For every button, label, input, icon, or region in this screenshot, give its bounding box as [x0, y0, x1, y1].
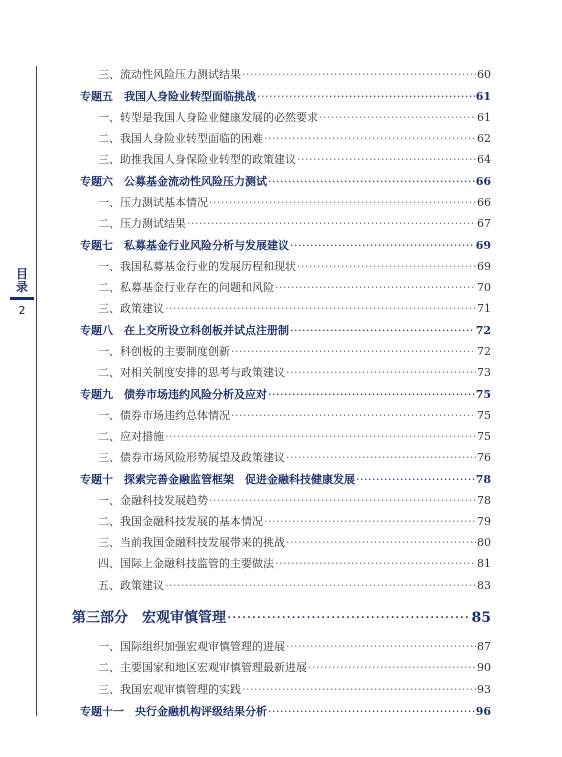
toc-entry-page: 96: [475, 705, 491, 718]
toc-entry-sub[interactable]: [98, 428, 491, 444]
toc-entry-title: 二、我国人身险业转型面临的困难: [98, 132, 263, 145]
dot-leader: [286, 366, 476, 379]
toc-entry-sub[interactable]: [98, 364, 491, 380]
dot-leader: [308, 661, 476, 674]
toc-entry-sub[interactable]: [98, 449, 491, 465]
dot-leader: [286, 536, 476, 549]
toc-entry-sub[interactable]: [98, 681, 491, 697]
toc-entry-sub[interactable]: [98, 555, 491, 571]
toc-entry-page: 72: [475, 324, 491, 337]
toc-entry-title: 三、流动性风险压力测试结果: [98, 68, 241, 81]
toc-entry-page: 79: [477, 515, 491, 528]
toc-entry-sub[interactable]: [98, 109, 491, 125]
toc-entry-page: 78: [475, 473, 491, 486]
toc-entry-sub[interactable]: [98, 659, 491, 675]
dot-leader: [242, 683, 476, 696]
side-tab: [10, 268, 34, 317]
toc-entry-sub[interactable]: [98, 279, 491, 295]
toc-entry-topic[interactable]: [80, 703, 491, 719]
toc-entry-topic[interactable]: [80, 322, 491, 338]
toc-entry-page: 83: [477, 579, 491, 592]
toc-entry-topic[interactable]: [80, 173, 491, 189]
toc-entry-sub[interactable]: [98, 300, 491, 316]
toc-entry-title: 专题七 私募基金行业风险分析与发展建议: [80, 239, 289, 252]
toc-entry-page: 71: [477, 302, 491, 315]
toc-entry-page: 90: [477, 661, 491, 674]
toc-entry-title: 一、国际组织加强宏观审慎管理的进展: [98, 640, 285, 653]
toc-entry-sub[interactable]: [98, 215, 491, 231]
toc-entry-page: 80: [477, 536, 491, 549]
toc-entry-title: 三、债券市场风险形势展望及政策建议: [98, 451, 285, 464]
dot-leader: [209, 196, 476, 209]
dot-leader: [187, 217, 476, 230]
toc-entry-title: 二、我国金融科技发展的基本情况: [98, 515, 263, 528]
toc-entry-page: 60: [477, 68, 491, 81]
toc-entry-title: 二、压力测试结果: [98, 217, 186, 230]
dot-leader: [268, 175, 475, 188]
toc-entry-topic[interactable]: [80, 386, 491, 402]
toc-entry-page: 75: [477, 409, 491, 422]
side-title-lu: 录: [15, 280, 28, 294]
dot-leader: [297, 153, 476, 166]
toc-entry-topic[interactable]: [80, 88, 491, 104]
toc-entry-page: 81: [477, 557, 491, 570]
toc-entry-page: 69: [475, 239, 491, 252]
dot-leader: [231, 409, 476, 422]
dot-leader: [209, 494, 476, 507]
toc-entry-page: 73: [477, 366, 491, 379]
toc-entry-title: 专题六 公募基金流动性风险压力测试: [80, 175, 267, 188]
toc-entry-title: 二、主要国家和地区宏观审慎管理最新进展: [98, 661, 307, 674]
dot-leader: [257, 90, 475, 103]
toc-entry-sub[interactable]: [98, 534, 491, 550]
toc-entry-title: 三、我国宏观审慎管理的实践: [98, 683, 241, 696]
toc-entry-title: 专题十 探索完善金融监管框架 促进金融科技健康发展: [80, 473, 355, 486]
toc-entry-page: 70: [477, 281, 491, 294]
toc-entry-title: 五、政策建议: [98, 579, 164, 592]
toc-entry-title: 一、债券市场违约总体情况: [98, 409, 230, 422]
toc-entry-page: 76: [477, 451, 491, 464]
toc-entry-page: 75: [477, 430, 491, 443]
toc-entry-page: 72: [477, 345, 491, 358]
dot-leader: [275, 281, 476, 294]
toc-entry-sub[interactable]: [98, 638, 491, 654]
toc-entry-title: 二、应对措施: [98, 430, 164, 443]
toc-entry-sub[interactable]: [98, 194, 491, 210]
toc-entry-title: 二、对相关制度安排的思考与政策建议: [98, 366, 285, 379]
margin-rule: [36, 66, 37, 716]
toc-entry-sub[interactable]: [98, 151, 491, 167]
toc-entry-sub[interactable]: [98, 513, 491, 529]
dot-leader: [356, 473, 475, 486]
toc-entry-sub[interactable]: [98, 66, 491, 82]
toc-entry-title: 一、金融科技发展趋势: [98, 494, 208, 507]
dot-leader: [286, 451, 476, 464]
toc-entry-title: 专题十一 央行金融机构评级结果分析: [80, 705, 267, 718]
toc-entry-sub[interactable]: [98, 577, 491, 593]
dot-leader: [297, 260, 476, 273]
dot-leader: [227, 610, 471, 626]
toc-entry-page: 61: [475, 90, 491, 103]
toc-entry-page: 66: [475, 175, 491, 188]
toc-entry-page: 61: [477, 111, 491, 124]
toc-entry-title: 三、当前我国金融科技发展带来的挑战: [98, 536, 285, 549]
dot-leader: [231, 345, 476, 358]
toc-entry-page: 75: [475, 388, 491, 401]
toc-entry-page: 64: [477, 153, 491, 166]
dot-leader: [242, 68, 476, 81]
page-number: 2: [18, 304, 26, 317]
toc-entry-page: 67: [477, 217, 491, 230]
toc-entry-topic[interactable]: [80, 471, 491, 487]
dot-leader: [165, 302, 476, 315]
side-title-mu: 目: [15, 267, 28, 281]
dot-leader: [268, 705, 475, 718]
dot-leader: [290, 239, 475, 252]
dot-leader: [268, 388, 475, 401]
toc-entry-page: 78: [477, 494, 491, 507]
toc-entry-page: 69: [477, 260, 491, 273]
toc-entry-title: 三、政策建议: [98, 302, 164, 315]
toc-entry-page: 87: [477, 640, 491, 653]
toc-entry-title: 专题八 在上交所设立科创板并试点注册制: [80, 324, 289, 337]
toc-entry-part[interactable]: [72, 607, 491, 627]
dot-leader: [290, 324, 475, 337]
toc-entry-page: 66: [477, 196, 491, 209]
toc-entry-sub[interactable]: [98, 258, 491, 274]
toc-entry-title: 第三部分 宏观审慎管理: [72, 610, 226, 626]
toc-entry-page: 62: [477, 132, 491, 145]
toc-entry-title: 二、私募基金行业存在的问题和风险: [98, 281, 274, 294]
toc-entry-page: 93: [477, 683, 491, 696]
dot-leader: [319, 111, 476, 124]
side-accent-bar: [10, 297, 34, 300]
dot-leader: [165, 430, 476, 443]
toc-entry-title: 一、压力测试基本情况: [98, 196, 208, 209]
toc-entry-title: 四、国际上金融科技监管的主要做法: [98, 557, 274, 570]
toc-entry-title: 专题五 我国人身险业转型面临挑战: [80, 90, 256, 103]
dot-leader: [275, 557, 476, 570]
toc-entry-sub[interactable]: [98, 407, 491, 423]
dot-leader: [286, 640, 476, 653]
toc-entry-page: 85: [471, 610, 491, 626]
toc-entry-title: 三、助推我国人身保险业转型的政策建议: [98, 153, 296, 166]
toc-entry-sub[interactable]: [98, 343, 491, 359]
toc-entry-topic[interactable]: [80, 237, 491, 253]
toc-entry-title: 专题九 债券市场违约风险分析及应对: [80, 388, 267, 401]
toc-entry-sub[interactable]: [98, 492, 491, 508]
dot-leader: [264, 515, 476, 528]
toc-entry-title: 一、我国私募基金行业的发展历程和现状: [98, 260, 296, 273]
dot-leader: [264, 132, 476, 145]
toc-entry-sub[interactable]: [98, 130, 491, 146]
toc-entry-title: 一、科创板的主要制度创新: [98, 345, 230, 358]
toc-entry-title: 一、转型是我国人身险业健康发展的必然要求: [98, 111, 318, 124]
dot-leader: [165, 579, 476, 592]
